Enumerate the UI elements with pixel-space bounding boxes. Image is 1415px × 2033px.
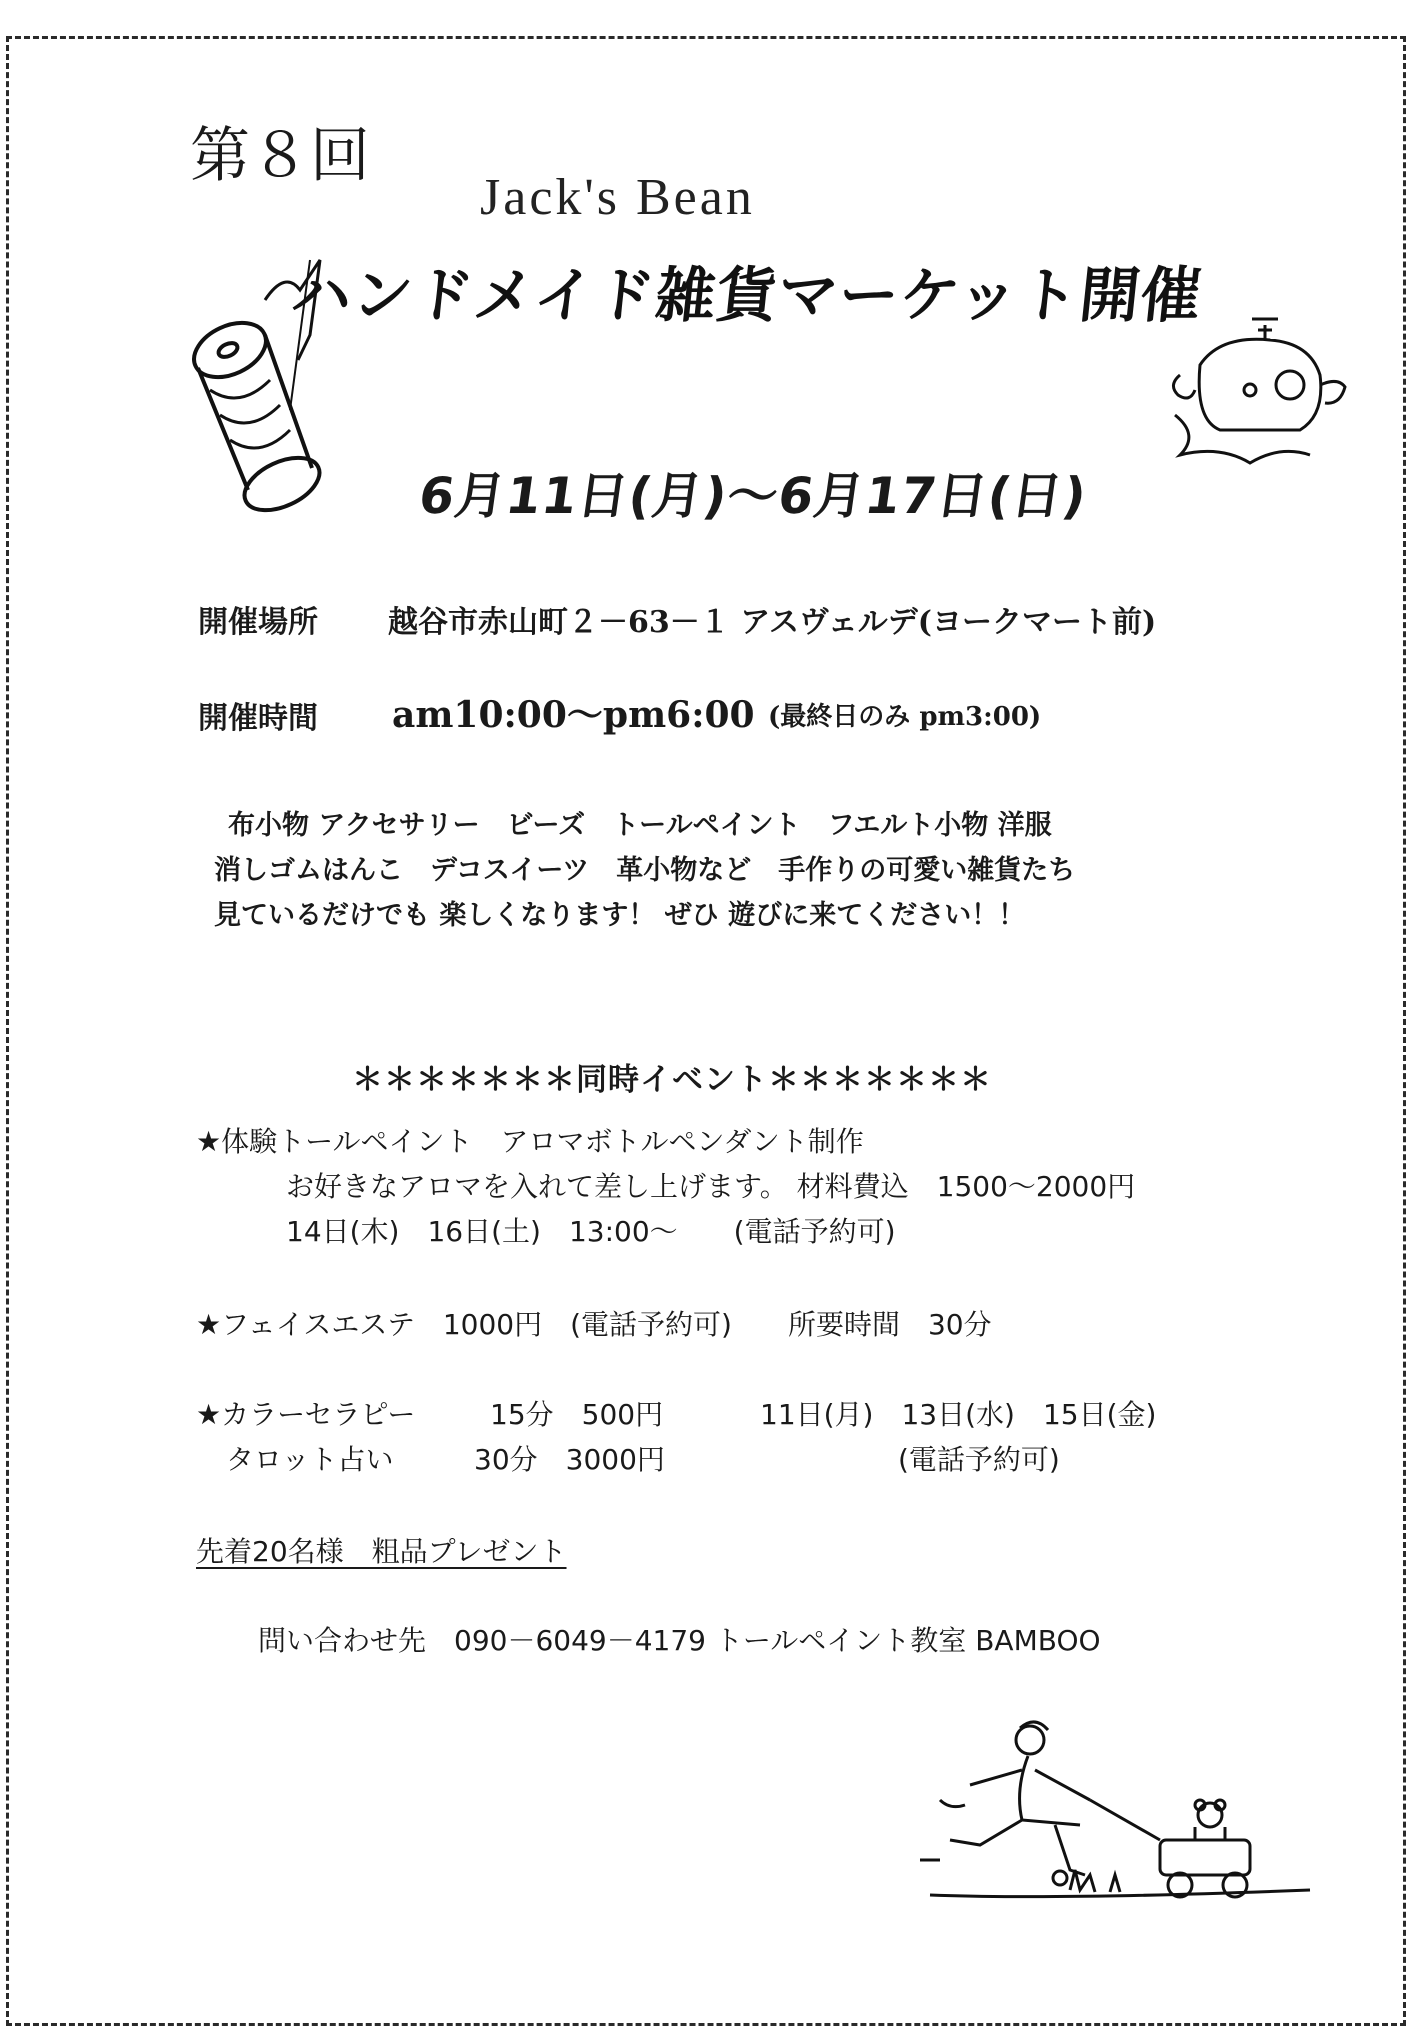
time-note: (最終日のみ pm3:00) xyxy=(768,702,1042,732)
thread-spool-icon xyxy=(170,240,340,530)
headline: ハンドメイド雑貨マーケット開催 xyxy=(287,261,1206,331)
color-therapy-dates: 11日(月) 13日(水) 15日(金) xyxy=(760,1398,1157,1431)
tarot-name: タロット占い xyxy=(226,1443,394,1476)
color-therapy-name: ★カラーセラピー xyxy=(196,1398,416,1431)
contact-info: 問い合わせ先 090－6049－4179 トールペイント教室 BAMBOO xyxy=(258,1624,1101,1657)
events-header: ＊＊＊＊＊＊＊同時イベント＊＊＊＊＊＊＊ xyxy=(352,1062,992,1098)
time-label: 開催時間 xyxy=(198,701,318,736)
first-come-gift: 先着20名様 粗品プレゼント xyxy=(196,1535,567,1568)
color-therapy-price: 15分 500円 xyxy=(490,1398,664,1431)
tarot-price: 30分 3000円 xyxy=(474,1443,665,1476)
tarot-reservation-note: (電話予約可) xyxy=(898,1443,1060,1476)
description-line-2: 消しゴムはんこ デコスイーツ 革小物など 手作りの可愛い雑貨たち xyxy=(214,855,1076,886)
tole-paint-dates: 14日(木) 16日(土) 13:00～ (電話予約可) xyxy=(286,1215,896,1248)
venue-label: 開催場所 xyxy=(198,605,318,640)
sewing-machine-icon xyxy=(1160,315,1350,465)
shop-name: Jack's Bean xyxy=(480,169,755,226)
tole-paint-title: ★体験トールペイント アロマボトルペンダント制作 xyxy=(196,1125,864,1158)
event-dates: 6月11日(月)～6月17日(日) xyxy=(415,467,1091,525)
tole-paint-description: お好きなアロマを入れて差し上げます。 材料費込 1500～2000円 xyxy=(286,1170,1136,1203)
edition-label: 第８回 xyxy=(190,123,370,189)
description-line-3: 見ているだけでも 楽しくなります！ ぜひ 遊びに来てください！！ xyxy=(214,900,1026,931)
boy-with-wagon-illustration xyxy=(910,1710,1330,1920)
face-esthetics-line: ★フェイスエステ 1000円 (電話予約可) 所要時間 30分 xyxy=(196,1308,992,1341)
description-line-1: 布小物 アクセサリー ビーズ トールペイント フエルト小物 洋服 xyxy=(228,810,1052,841)
time-value: am10:00～pm6:00 xyxy=(392,694,755,736)
venue-value: 越谷市赤山町２－63－１ アスヴェルデ(ヨークマート前) xyxy=(388,605,1157,640)
